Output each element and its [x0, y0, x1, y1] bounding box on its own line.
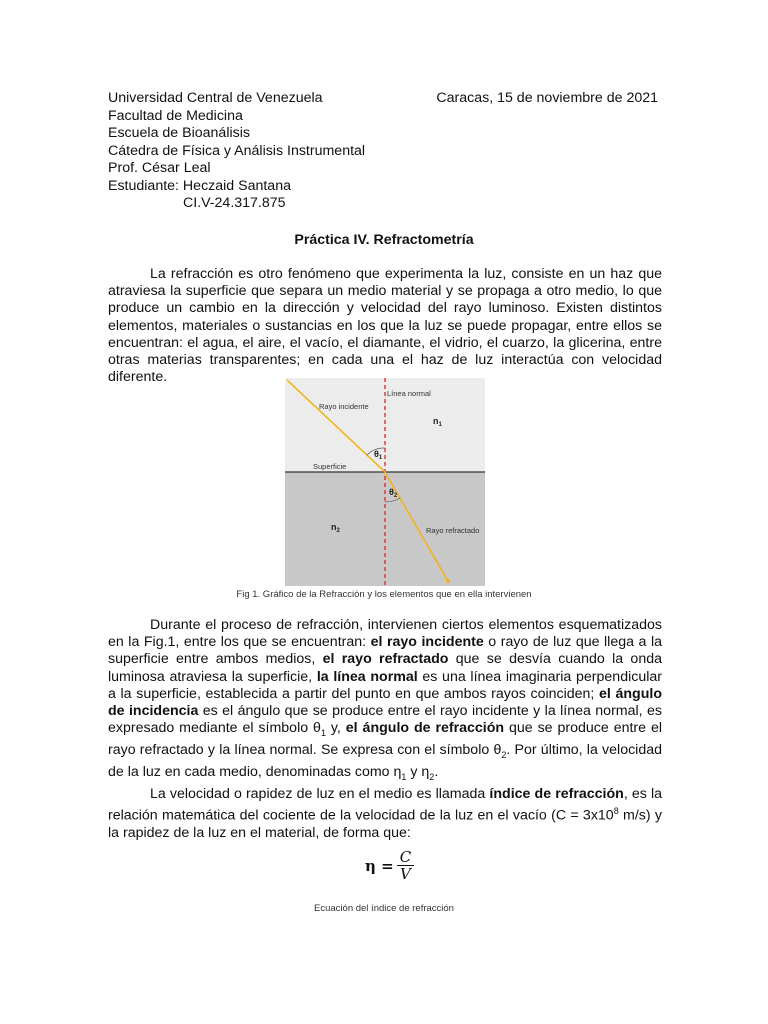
theta2-subscript: 2	[393, 493, 398, 499]
theta1-subscript: 1	[378, 455, 383, 461]
paragraph-intro: La refracción es otro fenómeno que experimenta la luz, consiste en un haz que atraviesa la superficie que separa un medio material y se propaga a otro medio, lo que produce un cambio en la dirección y velocidad del rayo luminoso. Existen distintos elementos, materiales o sustancias en los que la luz se puede propagar, entre ellos se encuentran: el agua, el aire, el vacío, el diamante, el vidrio, el cuarzo, la glicerina, entre otras materias transparentes; en cada una el haz de luz interactúa con velocidad diferente.	[108, 266, 662, 386]
header-ci: CI.V-24.317.875	[183, 195, 286, 211]
p3-text-2: , es la relación matemática del cociente de la velocidad de la luz en el vacío (C = 3x10	[108, 786, 663, 824]
n2-letter: n	[331, 522, 337, 532]
refraction-figure	[285, 378, 485, 586]
header-school: Escuela de Bioanálisis	[108, 125, 250, 141]
document-date: Caracas, 15 de noviembre de 2021	[436, 90, 658, 106]
paragraph-elements	[108, 617, 662, 786]
term-incident-ray: el rayo incidente	[370, 634, 484, 651]
term-refracted-ray: el rayo refractado	[322, 651, 449, 668]
p2-text-2: o rayo de luz que llega a la superficie entre ambos medios,	[108, 634, 662, 668]
equation-fraction	[397, 850, 414, 882]
header-chair: Cátedra de Física y Análisis Instrumental	[108, 142, 366, 159]
p2-sub-1: 1	[320, 728, 326, 739]
p2-text-9: y η	[406, 764, 430, 781]
p2-sub-3: 1	[401, 772, 407, 783]
n2-subscript: 2	[336, 528, 340, 534]
n1-subscript: 1	[438, 422, 442, 428]
term-refraction-index: índice de refracción	[489, 786, 624, 802]
p2-text-4: es una línea imaginaria perpendicular a la superficie, establecida a partir del punto en que ambos rayos coinciden;	[108, 668, 662, 702]
term-refraction-angle: el ángulo de refracción	[345, 720, 505, 737]
term-normal-line: la línea normal	[316, 668, 418, 685]
normal-line-label: Línea normal	[387, 389, 431, 398]
p2-text-7: que se produce entre el rayo refractado y la línea normal. Se expresa con el símbolo θ	[108, 720, 662, 759]
refracted-ray-label: Rayo refractado	[426, 526, 480, 535]
refraction-diagram	[285, 378, 485, 586]
p3-superscript: 8	[613, 806, 619, 817]
p2-text-10: .	[434, 764, 439, 781]
p2-sub-2: 2	[501, 750, 507, 761]
equation-lhs: η =	[365, 857, 394, 875]
header-faculty: Facultad de Medicina	[108, 107, 243, 124]
equation-denominator: V	[400, 865, 411, 883]
header-university: Universidad Central de Venezuela	[108, 90, 323, 106]
p2-text-1: Durante el proceso de refracción, intervienen ciertos elementos esquematizados en la Fig.1, entre los que se encuentran:	[108, 617, 662, 651]
p2-text-3: que se desvía cuando la onda luminosa atraviesa la superficie,	[108, 651, 662, 685]
theta1-letter: θ	[374, 449, 379, 459]
p2-text-8: . Por último, la velocidad de la luz en cada medio, denominadas como η	[108, 742, 663, 781]
p2-text-6: y,	[325, 720, 346, 737]
n1-letter: n	[433, 416, 439, 426]
p3-text-3: m/s) y la rapidez de la luz en el material, de forma que:	[108, 807, 662, 842]
paragraph-refraction-index	[108, 786, 662, 842]
surface-label: Superficie	[313, 462, 347, 471]
equation-caption: Ecuación del índice de refracción	[314, 903, 454, 914]
document-header	[108, 90, 668, 213]
page-title: Práctica IV. Refractometría	[294, 232, 474, 248]
p2-sub-4: 2	[429, 772, 435, 783]
ray-end-dot	[446, 579, 450, 583]
figure-caption: Fig 1. Gráfico de la Refracción y los elementos que en ella intervienen	[236, 589, 532, 600]
term-incidence-angle: el ángulo de incidencia	[108, 685, 662, 720]
theta2-letter: θ	[389, 487, 394, 497]
header-professor: Prof. César Leal	[108, 160, 211, 176]
incident-ray-label: Rayo incidente	[319, 402, 369, 411]
p2-text-5: es el ángulo que se produce entre el rayo incidente y la línea normal, es expresado mediante el símbolo θ	[108, 703, 662, 737]
refraction-equation	[365, 850, 414, 882]
p3-text-1: La velocidad o rapidez de luz en el medio es llamada	[150, 786, 490, 802]
equation-numerator: C	[397, 850, 414, 866]
header-student: Estudiante: Heczaid Santana	[108, 177, 291, 194]
